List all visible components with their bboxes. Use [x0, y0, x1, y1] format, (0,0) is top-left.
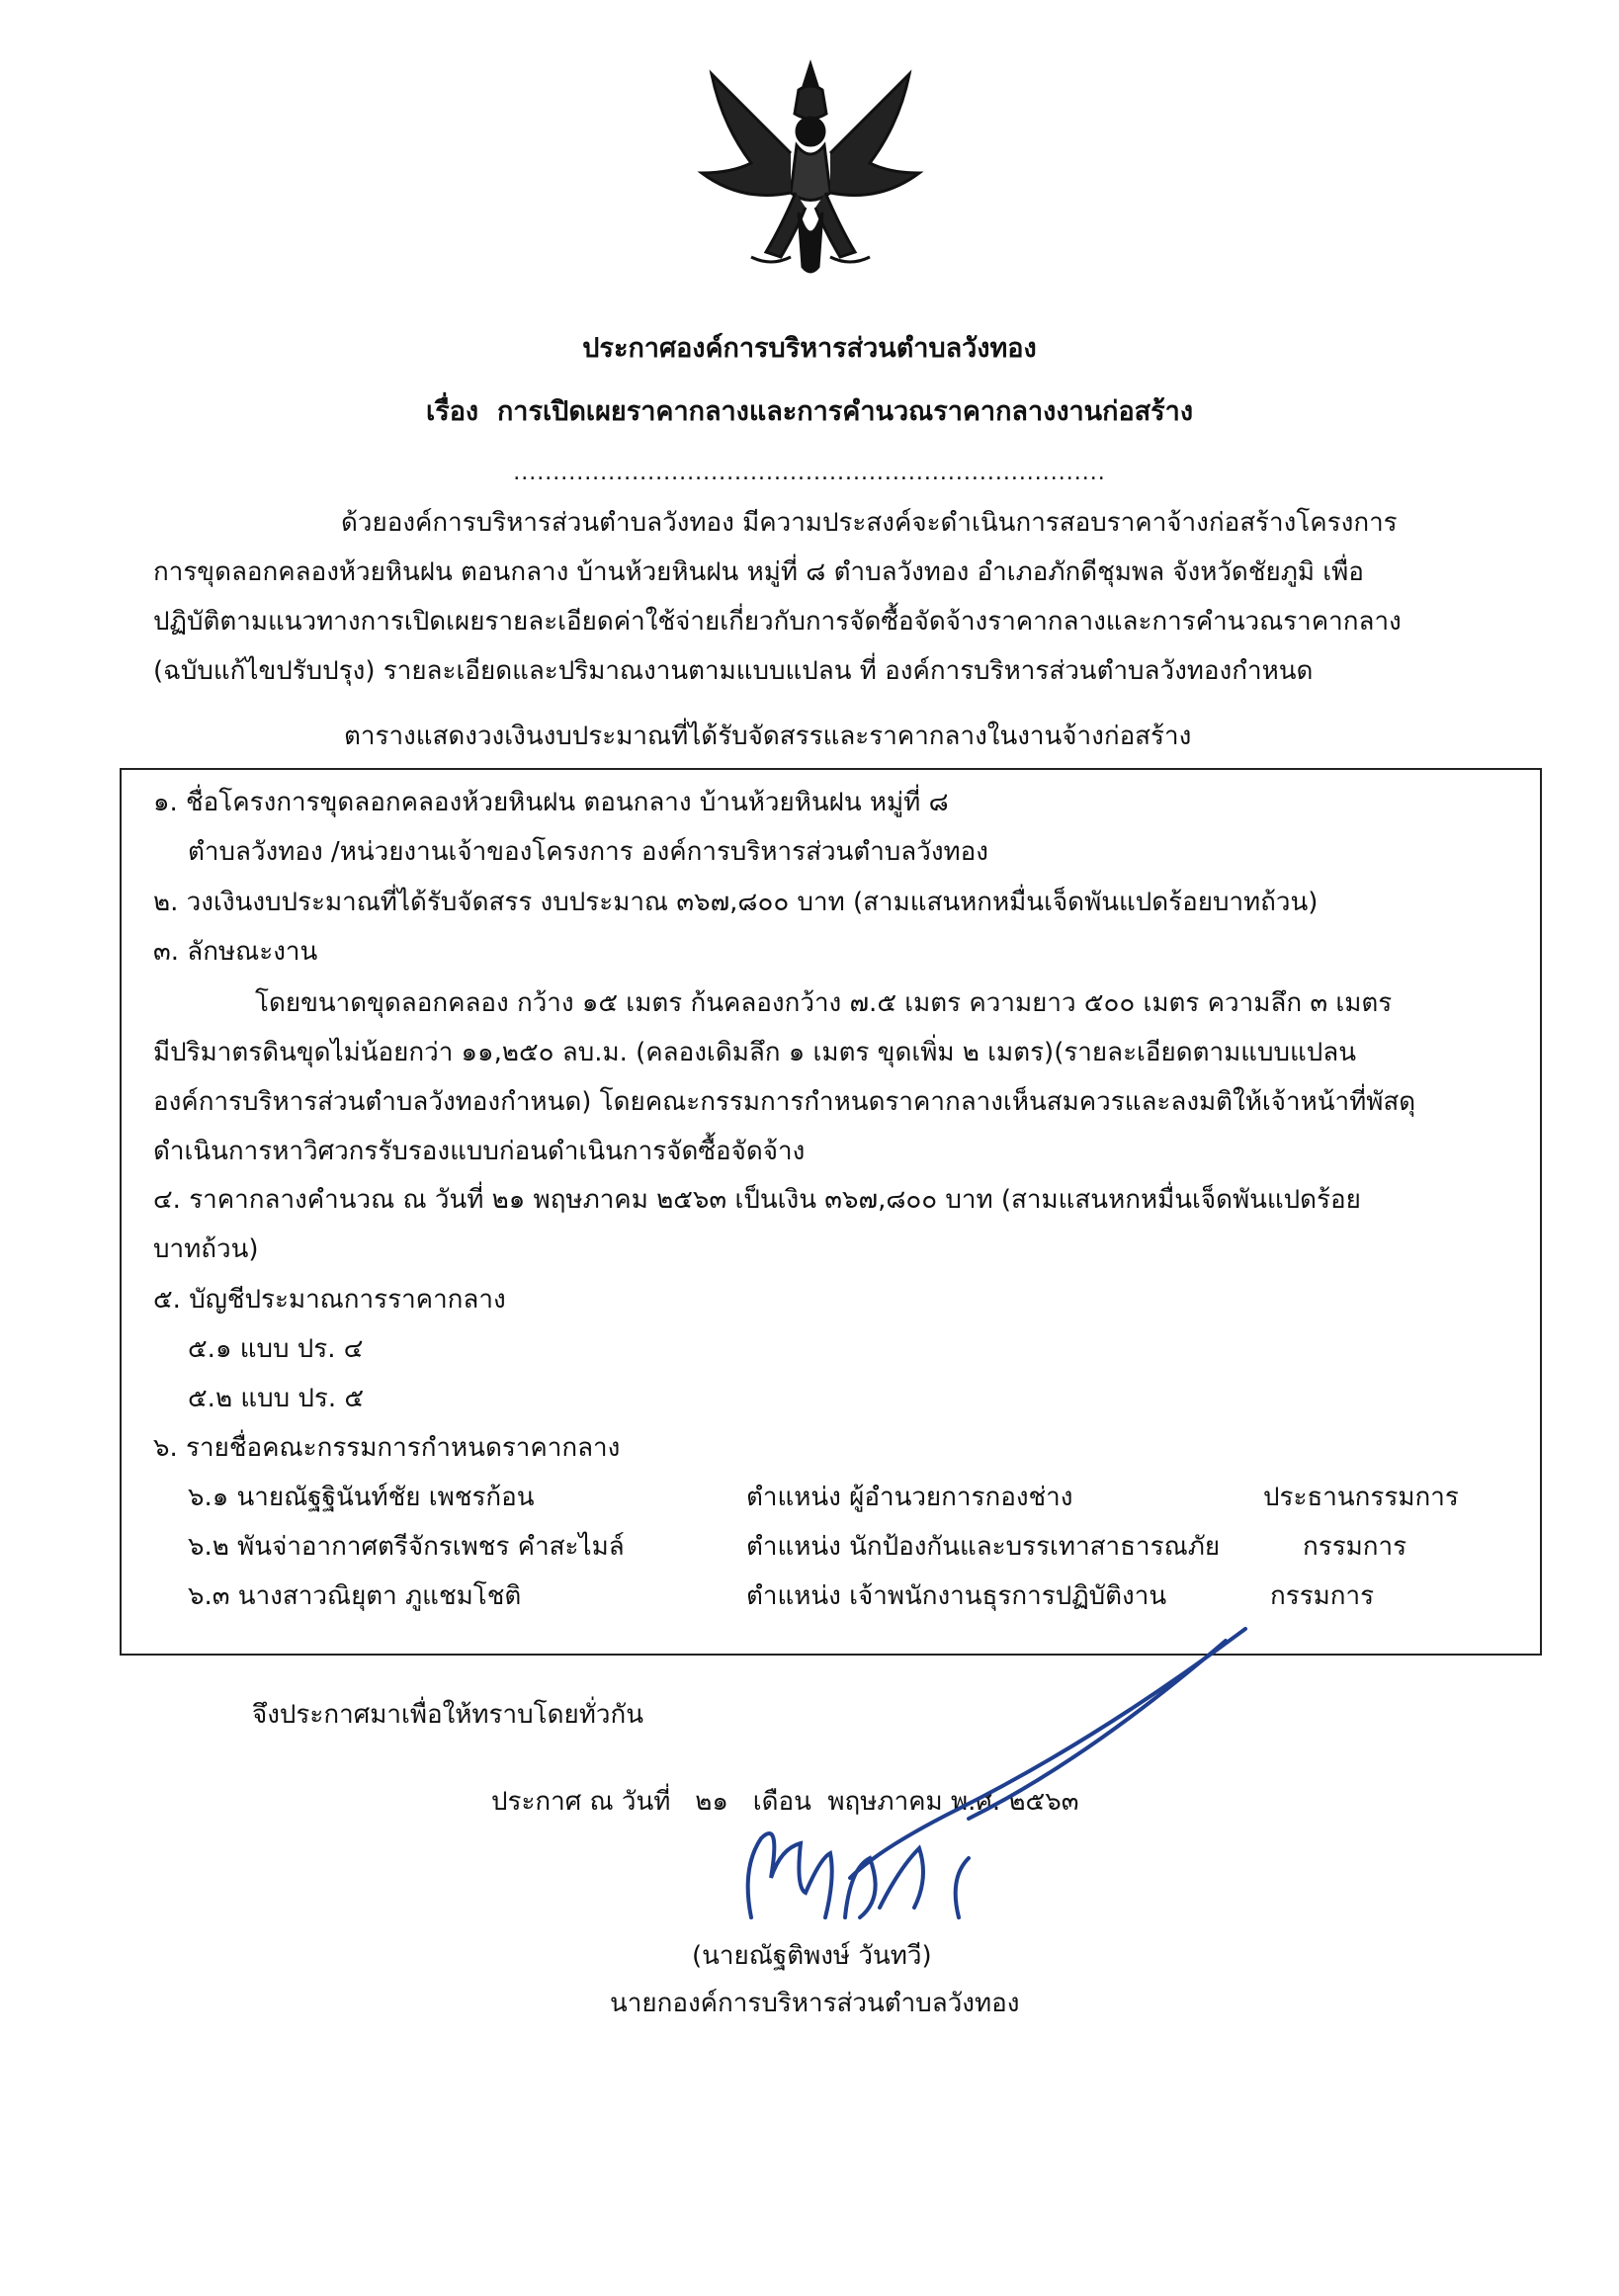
signature-drawing: [633, 1621, 1265, 1957]
date-prefix: ประกาศ ณ วันที่: [491, 1787, 671, 1817]
separator-dots: ...........................................................................: [513, 461, 1106, 485]
month-label: เดือน: [752, 1787, 811, 1817]
item-6: ๖. รายชื่อคณะกรรมการกำหนดราคากลาง: [153, 1433, 621, 1463]
item-4-line-2: บาทถ้วน): [153, 1234, 259, 1264]
item-5: ๕. บัญชีประมาณการราคากลาง: [153, 1285, 506, 1315]
item-3: ๓. ลักษณะงาน: [153, 937, 318, 967]
item-1-line-2: ตำบลวังทอง /หน่วยงานเจ้าของโครงการ องค์การบริหารส่วนตำบลวังทอง: [188, 837, 988, 867]
item-5-2: ๕.๒ แบบ ปร. ๕: [188, 1384, 365, 1413]
item-4-line-1: ๔. ราคากลางคำนวณ ณ วันที่ ๒๑ พฤษภาคม ๒๕๖๓ เป็นเงิน ๓๖๗,๘๐๐ บาท (สามแสนหกหมื่นเจ็ดพันแปดร้อย: [153, 1185, 1361, 1215]
announce-line: จึงประกาศมาเพื่อให้ทราบโดยทั่วกัน: [252, 1700, 643, 1730]
committee-position-1: ตำแหน่ง ผู้อำนวยการกองช่าง: [746, 1483, 1073, 1512]
table-heading: ตารางแสดงวงเงินงบประมาณที่ได้รับจัดสรรและราคากลางในงานจ้างก่อสร้าง: [344, 722, 1192, 751]
committee-role-1: ประธานกรรมการ: [1263, 1483, 1459, 1512]
committee-role-2: กรรมการ: [1303, 1532, 1407, 1562]
committee-name-1: ๖.๑ นายณัฐฐินันท์ชัย เพชรก้อน: [188, 1483, 535, 1512]
committee-name-2: ๖.๒ พันจ่าอากาศตรีจักรเพชร คำสะไมล์: [188, 1532, 625, 1562]
intro-line-2: การขุดลอกคลองห้วยหินฝน ตอนกลาง บ้านห้วยหินฝน หมู่ที่ ๘ ตำบลวังทอง อำเภอภักดีชุมพล จังหวัดชัยภูมิ เพื่อ: [153, 557, 1364, 587]
committee-position-3: ตำแหน่ง เจ้าพนักงานธุรการปฏิบัติงาน: [746, 1581, 1167, 1611]
item-3-line-2: มีปริมาตรดินขุดไม่น้อยกว่า ๑๑,๒๕๐ ลบ.ม. (คลองเดิมลึก ๑ เมตร ขุดเพิ่ม ๒ เมตร)(รายละเอียดตามแบบแปลน: [153, 1038, 1357, 1067]
item-1-line-1: ๑. ชื่อโครงการขุดลอกคลองห้วยหินฝน ตอนกลาง บ้านห้วยหินฝน หมู่ที่ ๘: [153, 788, 949, 817]
document-title: ประกาศองค์การบริหารส่วนตำบลวังทอง: [582, 333, 1037, 364]
item-2: ๒. วงเงินงบประมาณที่ได้รับจัดสรร งบประมาณ ๓๖๗,๘๐๐ บาท (สามแสนหกหมื่นเจ็ดพันแปดร้อยบาทถ้วน): [153, 888, 1319, 917]
committee-name-3: ๖.๓ นางสาวณิยุตา ภูแชมโชติ: [188, 1581, 522, 1611]
intro-line-3: ปฏิบัติตามแนวทางการเปิดเผยรายละเอียดค่าใช้จ่ายเกี่ยวกับการจัดซื้อจัดจ้างราคากลางและการคำนวณราคากลาง: [153, 607, 1402, 637]
item-3-line-4: ดำเนินการหาวิศวกรรับรองแบบก่อนดำเนินการจัดซื้อจัดจ้าง: [153, 1137, 806, 1166]
signer-title: นายกองค์การบริหารส่วนตำบลวังทอง: [610, 1989, 1020, 2018]
item-5-1: ๕.๑ แบบ ปร. ๔: [188, 1334, 364, 1364]
document-subject: [0, 389, 1619, 432]
signer-name: (นายณัฐติพงษ์ วันทวี): [692, 1941, 932, 1971]
committee-role-3: กรรมการ: [1270, 1581, 1375, 1611]
intro-line-4: (ฉบับแก้ไขปรับปรุง) รายละเอียดและปริมาณงานตามแบบแปลน ที่ องค์การบริหารส่วนตำบลวังทองกำหนด: [153, 656, 1314, 686]
intro-line-1: ด้วยองค์การบริหารส่วนตำบลวังทอง มีความประสงค์จะดำเนินการสอบราคาจ้างก่อสร้างโครงการ: [341, 508, 1398, 538]
subject-label: เรื่อง: [425, 396, 479, 427]
date-month-year: พฤษภาคม พ.ศ. ๒๕๖๓: [827, 1787, 1079, 1817]
item-3-line-3: องค์การบริหารส่วนตำบลวังทองกำหนด) โดยคณะกรรมการกำหนดราคากลางเห็นสมควรและลงมติให้เจ้าหน้าที่พัสดุ: [153, 1087, 1416, 1117]
committee-position-2: ตำแหน่ง นักป้องกันและบรรเทาสาธารณภัย: [746, 1532, 1221, 1562]
subject-text: การเปิดเผยราคากลางและการคำนวณราคากลางงานก่อสร้าง: [496, 396, 1194, 427]
garuda-emblem-icon: [682, 54, 939, 292]
item-3-line-1: โดยขนาดขุดลอกคลอง กว้าง ๑๕ เมตร ก้นคลองกว้าง ๗.๕ เมตร ความยาว ๕๐๐ เมตร ความลึก ๓ เมตร: [255, 988, 1393, 1018]
date-day: ๒๑: [695, 1787, 728, 1817]
